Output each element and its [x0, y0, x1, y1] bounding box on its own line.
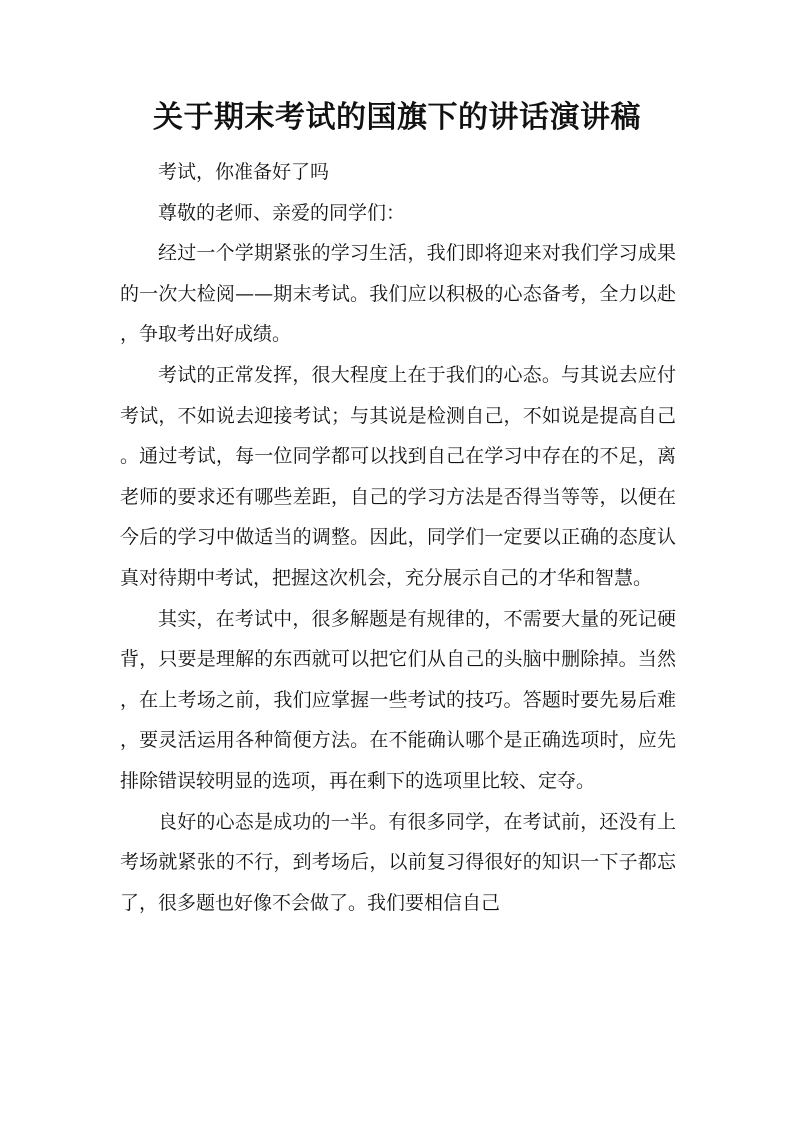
paragraph: 考试的正常发挥，很大程度上在于我们的心态。与其说去应付考试，不如说去迎接考试；与其说是检测自己，不如说是提高自己。通过考试，每一位同学都可以找到自己在学习中存在的不足，离老师的要求还有哪些差距，自己的学习方法是否得当等等，以便在今后的学习中做适当的调整。因此，同学们一定要以正确的态度认真对待期中考试，把握这次机会，充分展示自己的才华和智慧。 [120, 363, 676, 589]
document-body [120, 152, 676, 923]
document-title: 关于期末考试的国旗下的讲话演讲稿 [153, 100, 641, 135]
paragraph: 良好的心态是成功的一半。有很多同学，在考试前，还没有上考场就紧张的不行，到考场后，以前复习得很好的知识一下子都忘了，很多题也好像不会做了。我们要相信自己 [120, 810, 676, 914]
paragraph-salutation: 尊敬的老师、亲爱的同学们： [158, 201, 406, 224]
paragraph: 经过一个学期紧张的学习生活，我们即将迎来对我们学习成果的一次大检阅——期末考试。我们应以积极的心态备考，全力以赴，争取考出好成绩。 [120, 242, 676, 346]
paragraph-subtitle: 考试，你准备好了吗 [158, 161, 330, 183]
paragraph: 其实，在考试中，很多解题是有规律的，不需要大量的死记硬背，只要是理解的东西就可以把它们从自己的头脑中删除掉。当然，在上考场之前，我们应掌握一些考试的技巧。答题时要先易后难，要灵活运用各种简便方法。在不能确认哪个是正确选项时，应先排除错误较明显的选项，再在剩下的选项里比较、定夺。 [120, 607, 676, 792]
